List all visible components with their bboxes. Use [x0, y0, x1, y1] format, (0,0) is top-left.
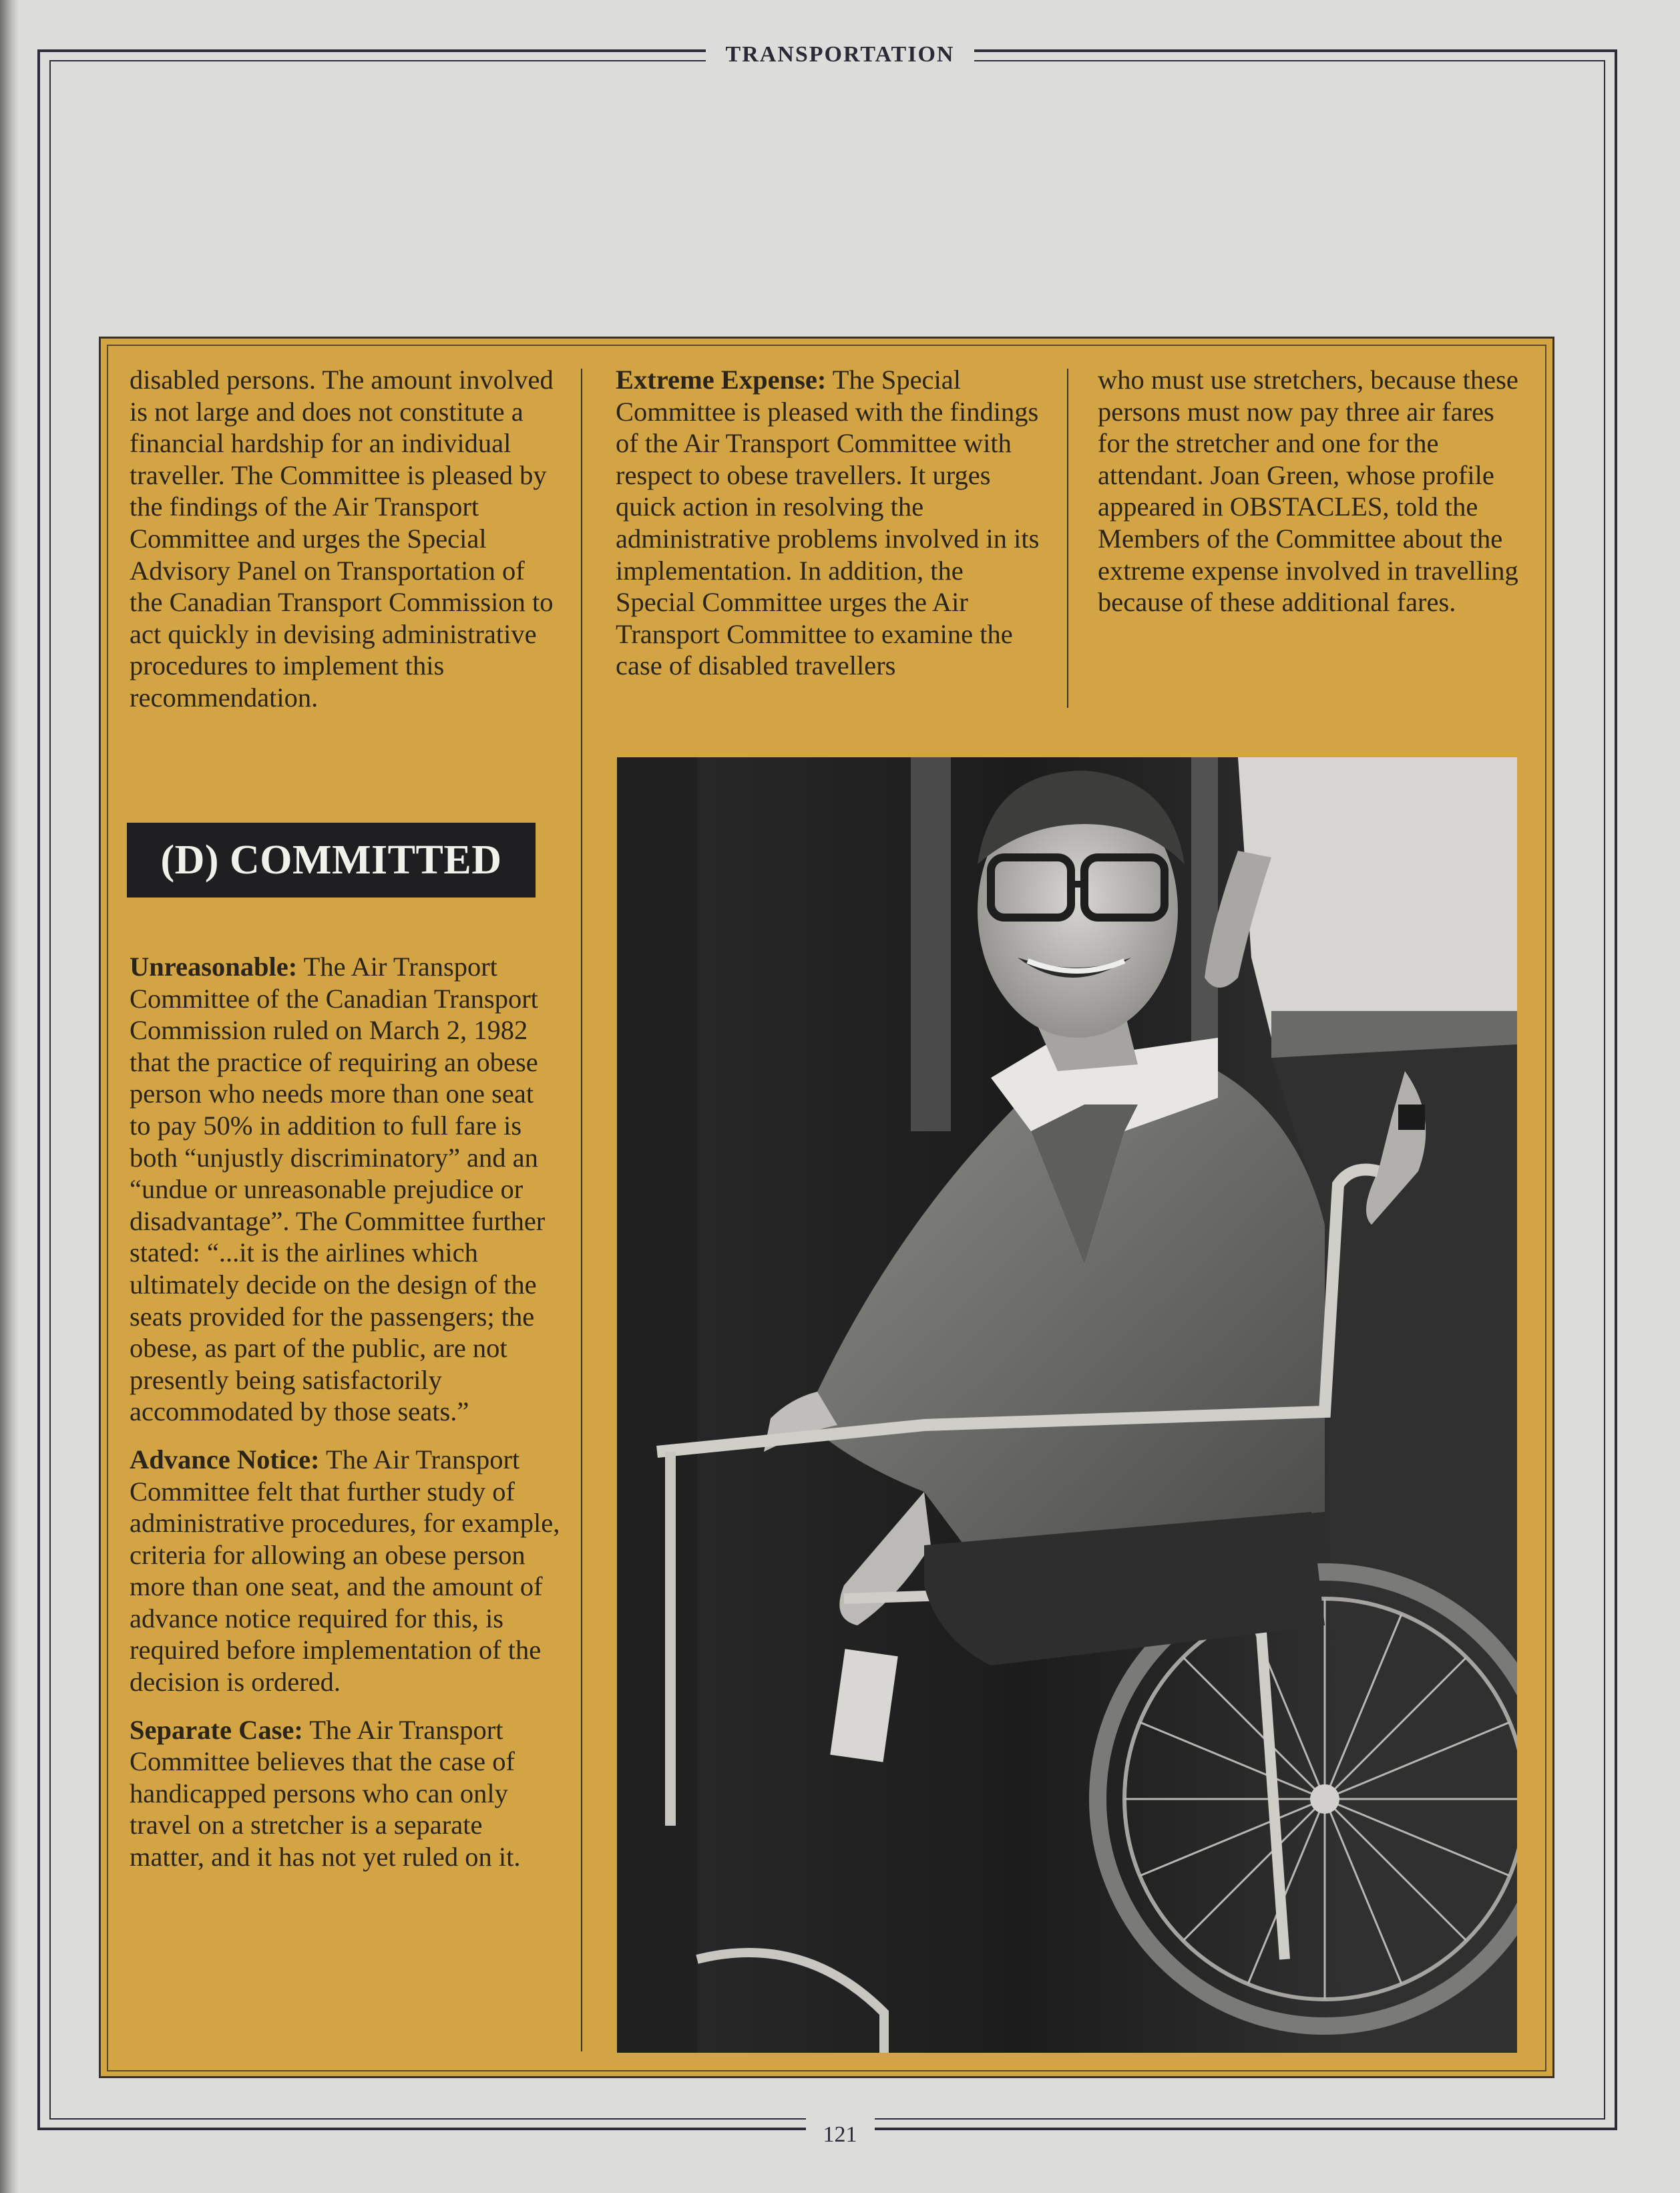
- body-unreasonable: The Air Transport Committee of the Canadian Transport Commission ruled on March 2, 1982 that the practice of requiring an obese person who needs more than one seat to pay 50% in addition to full fare is both “unjustly discriminatory” and an “undue or unreasonable prejudice or disadvantage”. The Committee further stated: “...it is the airlines which ultimately decide on the design of the seats provided for the passengers; the obese, as part of the public, are not presently being satisfactorily accommodated by those seats.”: [130, 952, 546, 1427]
- column-1-bottom: [130, 951, 561, 1873]
- section-header: [0, 39, 1680, 71]
- body-separate-case: The Air Transport Committee believes that the case of handicapped persons who can only travel on a stretcher is a separate matter, and it has not yet ruled on it.: [130, 1714, 521, 1872]
- column-2: [616, 364, 1050, 682]
- page-number-footer: [0, 2118, 1680, 2152]
- paragraph-stretchers: who must use stretchers, because these persons must now pay three air fares for the stretcher and one for the attendant. Joan Green, whose profile appeared in OBSTACLES, told the Members of the Committee about the extreme expense involved in travelling because of these additional fares.: [1098, 365, 1518, 618]
- page-edge-shadow: [0, 0, 19, 2193]
- paragraph-advance-notice: [130, 1444, 561, 1698]
- paragraph-unreasonable: [130, 951, 561, 1428]
- paragraph-separate-case: [130, 1714, 561, 1873]
- man-in-wheelchair-photo: [617, 757, 1517, 2053]
- paragraph-disabled-persons: disabled persons. The amount involved is not large and does not constitute a financial hardship for an individual traveller. The Committee is pleased by the findings of the Air Transport Committee and urges the Special Advisory Panel on Transportation of the Canadian Transport Commission to act quickly in devising administrative procedures to implement this recommendation.: [130, 365, 554, 713]
- lead-advance-notice: Advance Notice:: [130, 1444, 320, 1474]
- column-3: [1098, 364, 1525, 618]
- paragraph-extreme-expense: [616, 364, 1050, 682]
- column-rule-left: [581, 369, 582, 2051]
- lead-separate-case: Separate Case:: [130, 1714, 303, 1745]
- section-heading-committed: (D) COMMITTED: [127, 823, 536, 898]
- body-advance-notice: The Air Transport Committee felt that further study of administrative procedures, for example, criteria for allowing an obese person more than one seat, and the amount of advance notice required for this, is required before implementation of the decision is ordered.: [130, 1444, 560, 1698]
- lead-unreasonable: Unreasonable:: [130, 952, 298, 982]
- column-1-top: [130, 364, 561, 714]
- section-title: TRANSPORTATION: [706, 39, 975, 71]
- page-number: 121: [806, 2118, 875, 2152]
- body-extreme-expense: The Special Committee is pleased with the findings of the Air Transport Committee with respect to obese travellers. It urges quick action in resolving the administrative problems involved in its implementation. In addition, the Special Committee urges the Air Transport Committee to examine the case of disabled travellers: [616, 365, 1040, 681]
- column-rule-right: [1067, 369, 1068, 708]
- lead-extreme-expense: Extreme Expense:: [616, 365, 827, 395]
